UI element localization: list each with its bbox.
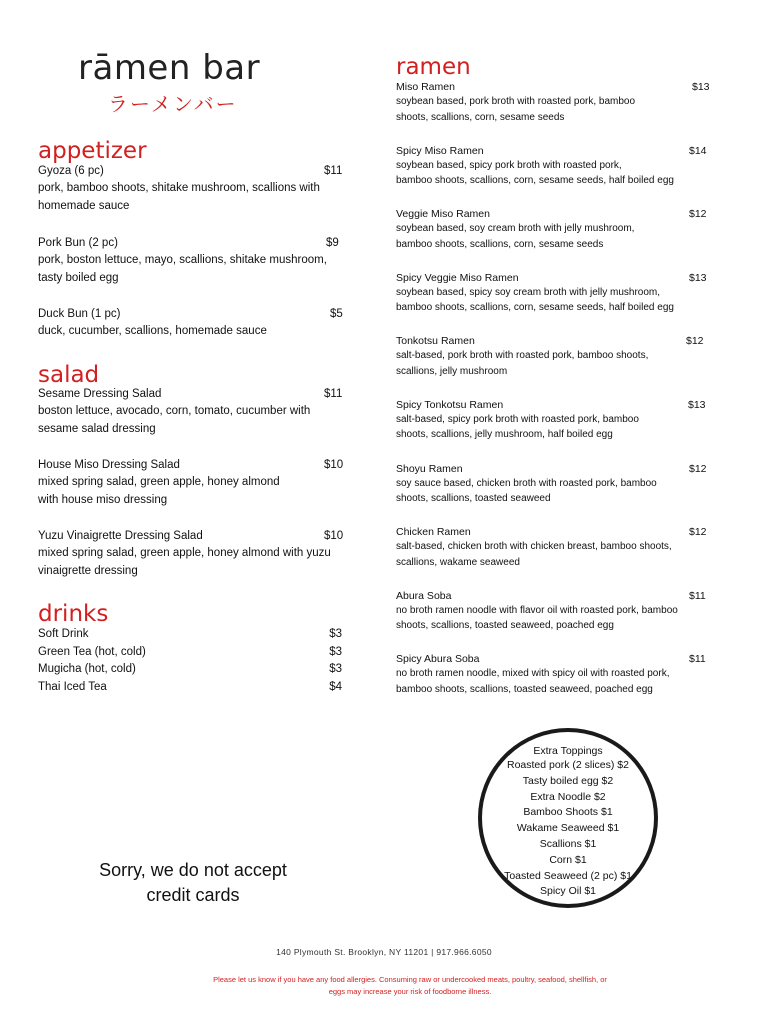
item-desc-line: scallions, wakame seaweed	[396, 556, 520, 568]
item-price: $11	[324, 388, 343, 400]
item-desc-line: pork, boston lettuce, mayo, scallions, shitake mushroom,	[38, 254, 327, 266]
item-name: Yuzu Vinaigrette Dressing Salad	[38, 530, 203, 542]
item-desc-line: shoots, scallions, corn, sesame seeds	[396, 111, 565, 123]
brand-name: rāmen bar	[78, 48, 261, 88]
item-desc-line: no broth ramen noodle with flavor oil with roasted pork, bamboo	[396, 604, 678, 616]
item-desc-line: bamboo shoots, scallions, corn, sesame seeds, half boiled egg	[396, 175, 674, 187]
menu-item-miso-ramen	[396, 80, 726, 144]
item-desc-line: salt-based, chicken broth with chicken breast, bamboo shoots,	[396, 541, 672, 553]
menu-item-house-miso-salad	[38, 457, 350, 528]
ramen-list	[396, 80, 726, 697]
topping-item: Extra Noodle $2	[530, 790, 606, 803]
item-price: $14	[689, 144, 707, 157]
item-desc-line: boston lettuce, avocado, corn, tomato, cucumber with	[38, 405, 311, 417]
item-desc-line: duck, cucumber, scallions, homemade sauce	[38, 325, 267, 337]
item-desc-line: soybean based, spicy soy cream broth with jelly mushroom,	[396, 286, 661, 298]
item-desc-line: shoots, scallions, toasted seaweed, poached egg	[396, 620, 614, 632]
item-desc-line: soy sauce based, chicken broth with roasted pork, bamboo	[396, 477, 657, 489]
item-price: $12	[689, 462, 707, 475]
item-desc-line: bamboo shoots, scallions, toasted seaweed, poached egg	[396, 683, 653, 695]
item-price: $10	[324, 530, 344, 542]
drink-name: Soft Drink	[38, 628, 89, 640]
item-name: Sesame Dressing Salad	[38, 388, 162, 400]
item-desc-line: bamboo shoots, scallions, corn, sesame seeds	[396, 238, 604, 250]
item-name: Abura Soba	[396, 589, 452, 602]
drink-price: $3	[329, 628, 342, 640]
item-desc-line: mixed spring salad, green apple, honey almond with yuzu	[38, 547, 331, 559]
menu-item-sesame-salad	[38, 386, 350, 457]
drink-name: Thai Iced Tea	[38, 680, 107, 693]
appetizer-list	[38, 163, 350, 340]
drink-price: $3	[329, 663, 342, 675]
toppings-title: Extra Toppings	[533, 745, 603, 757]
item-desc-line: with house miso dressing	[38, 494, 168, 506]
appetizer-heading: appetizer	[38, 138, 147, 164]
disclaimer-line: Please let us know if you have any food allergies. Consuming raw or undercooked meats, poultry, seafood, shellfish, or	[213, 975, 607, 984]
item-name: Spicy Abura Soba	[396, 653, 480, 666]
item-name: Duck Bun (1 pc)	[38, 308, 121, 320]
menu-item-spicy-tonkotsu-ramen	[396, 398, 726, 462]
item-desc-line: shoots, scallions, toasted seaweed	[396, 493, 551, 505]
item-price: $11	[689, 653, 706, 666]
item-name: Veggie Miso Ramen	[396, 208, 490, 221]
item-desc-line: bamboo shoots, scallions, corn, sesame seeds, half boiled egg	[396, 302, 674, 314]
topping-item: Toasted Seaweed (2 pc) $1	[504, 869, 632, 882]
item-name: Spicy Tonkotsu Ramen	[396, 398, 504, 411]
item-price: $13	[692, 81, 710, 93]
drink-name: Mugicha (hot, cold)	[38, 663, 136, 675]
item-price: $12	[689, 208, 707, 221]
topping-item: Scallions $1	[539, 837, 597, 850]
item-price: $13	[688, 398, 706, 411]
item-desc-line: shoots, scallions, jelly mushroom, half boiled egg	[396, 429, 613, 441]
item-desc-line: scallions, jelly mushroom	[396, 365, 508, 377]
item-desc-line: vinaigrette dressing	[38, 565, 138, 577]
brand-japanese: ラーメンバー	[108, 92, 238, 116]
salad-heading: salad	[38, 362, 100, 388]
item-name: Tonkotsu Ramen	[396, 335, 475, 348]
notice-line: credit cards	[146, 885, 240, 905]
topping-item: Bamboo Shoots $1	[523, 806, 613, 819]
item-desc-line: soybean based, spicy pork broth with roasted pork,	[396, 159, 622, 171]
item-price: $11	[689, 589, 706, 602]
drink-row	[38, 661, 342, 679]
item-name: Chicken Ramen	[396, 526, 471, 539]
item-name: Shoyu Ramen	[396, 462, 463, 475]
menu-item-duck-bun	[38, 306, 350, 340]
footer-address: 140 Plymouth St. Brooklyn, NY 11201 | 917.966.6050	[276, 947, 492, 957]
extra-toppings-circle	[478, 728, 658, 908]
item-name: Spicy Miso Ramen	[396, 144, 484, 157]
menu-item-shoyu-ramen	[396, 462, 726, 526]
item-desc-line: salt-based, pork broth with roasted pork, bamboo shoots,	[396, 350, 649, 362]
drinks-heading: drinks	[38, 601, 109, 627]
menu-item-abura-soba	[396, 589, 726, 653]
notice-line: Sorry, we do not accept	[99, 860, 287, 880]
menu-item-spicy-miso-ramen	[396, 144, 726, 208]
item-desc-line: no broth ramen noodle, mixed with spicy oil with roasted pork,	[396, 668, 670, 680]
credit-card-notice	[58, 858, 328, 908]
item-price: $5	[330, 308, 343, 320]
item-desc-line: soybean based, pork broth with roasted pork, bamboo	[396, 96, 636, 107]
item-name: Pork Bun (2 pc)	[38, 237, 118, 249]
drink-price: $4	[329, 680, 342, 693]
topping-item: Wakame Seaweed $1	[516, 822, 620, 835]
item-name: Miso Ramen	[396, 81, 455, 93]
item-price: $13	[689, 271, 707, 284]
item-desc-line: homemade sauce	[38, 200, 130, 212]
item-name: Gyoza (6 pc)	[38, 165, 104, 177]
disclaimer-line: eggs may increase your risk of foodborne illness.	[328, 987, 492, 996]
topping-item: Spicy Oil $1	[539, 885, 597, 898]
menu-item-gyoza	[38, 163, 350, 235]
menu-item-veggie-miso-ramen	[396, 207, 726, 271]
menu-item-yuzu-salad	[38, 528, 350, 580]
drink-price: $3	[329, 645, 342, 658]
item-price: $12	[686, 335, 704, 348]
item-price: $9	[326, 237, 339, 249]
drink-name: Green Tea (hot, cold)	[38, 645, 146, 658]
drink-row	[38, 626, 342, 644]
item-desc-line: soybean based, soy cream broth with jelly mushroom,	[396, 223, 635, 235]
drinks-list	[38, 626, 342, 696]
item-desc-line: tasty boiled egg	[38, 272, 119, 284]
item-desc-line: mixed spring salad, green apple, honey almond	[38, 476, 280, 488]
ramen-heading: ramen	[396, 54, 471, 80]
drink-row	[38, 679, 342, 697]
menu-item-spicy-veggie-miso-ramen	[396, 271, 726, 335]
topping-item: Roasted pork (2 slices) $2	[507, 759, 629, 771]
menu-item-pork-bun	[38, 235, 350, 306]
item-name: House Miso Dressing Salad	[38, 459, 180, 471]
menu-item-spicy-abura-soba	[396, 652, 726, 697]
allergy-disclaimer	[170, 974, 650, 998]
drink-row	[38, 644, 342, 662]
item-name: Spicy Veggie Miso Ramen	[396, 271, 519, 284]
item-price: $11	[324, 165, 343, 177]
item-price: $12	[689, 526, 707, 539]
menu-item-tonkotsu-ramen	[396, 334, 726, 398]
salad-list	[38, 386, 350, 580]
item-desc-line: salt-based, spicy pork broth with roasted pork, bamboo	[396, 413, 639, 425]
item-desc-line: pork, bamboo shoots, shitake mushroom, scallions with	[38, 182, 320, 194]
item-price: $10	[324, 459, 344, 471]
menu-item-chicken-ramen	[396, 525, 726, 589]
item-desc-line: sesame salad dressing	[38, 423, 156, 435]
topping-item: Tasty boiled egg $2	[522, 774, 614, 787]
topping-item: Corn $1	[549, 853, 587, 866]
